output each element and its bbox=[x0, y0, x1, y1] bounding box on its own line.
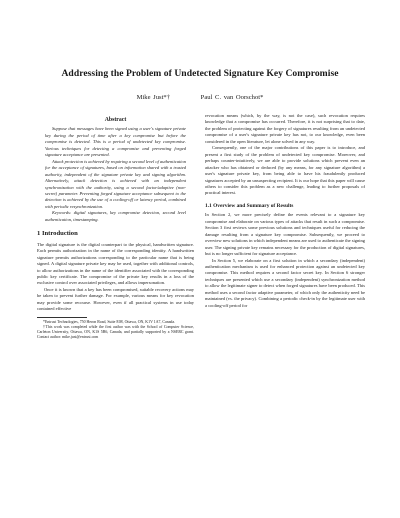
footnotes bbox=[37, 320, 194, 340]
body-paragraph: The digital signature is the digital counterpart to the physical, handwritten signature. Each permits authorization in the name of the corresponding identity. A handwritten signature permits authorizations corresponding to the particular name that is being signed. A digital signature private key may be used, together with additional controls, to allow authorizations in the name of the identifier associated with the corresponding public key certificate. The compromise of the private key results in a loss of the exclusive control over associated privileges, and allows impersonation. bbox=[37, 241, 194, 286]
body-paragraph: In Section 2, we more precisely define the events relevant to a signature key compromise and elaborate on various types of attacks that result in such a compromise. Section 3 first reviews some previous solutions and techniques useful for reducing the damage resulting from a signature key compromise. Subsequently, we proceed to overview new solutions in which independent means are used to authenticate the signing user. The signing private key remains necessary for the production of digital signatures, but is no longer sufficient for signature acceptance. bbox=[205, 212, 365, 257]
author-2: Paul C. van Oorschot* bbox=[200, 94, 264, 101]
keywords: Keywords: digital signatures, key compromise detection, second level authentication, timestamping. bbox=[45, 210, 186, 222]
abstract-heading: Abstract bbox=[104, 117, 127, 123]
body-paragraph: revocation means (which, by the way, is not the case), such revocation requires knowledge that a compromise has occurred. Therefore, it is not surprising that to date, the problem of protecting against the forgery of signatures resulting from an undetected compromise of a user's signature private key has not, to our knowledge, even been considered in the open literature, let alone solved in any way. bbox=[205, 113, 365, 144]
body-paragraph: Once it is known that a key has been compromised, suitable recovery actions may be taken to prevent further damage. For example, various means for key revocation may provide some recourse. However, even if all practical systems in use today contained effective bbox=[37, 286, 194, 312]
abstract bbox=[37, 126, 194, 223]
body-paragraph: In Section 5, we elaborate on a first solution in which a secondary (independent) authentication mechanism is used for enhanced protection against an undetected key compromise. This method requires a second factor secret key. In Section 6 stronger techniques are presented which use a secondary (independent) synchronization method to allow the legitimate signer to detect when forged signatures have been produced. This method uses a second factor adaptive parameter, of which only the authenticity need be maintained (vs. the privacy). Combining a periodic check-in by the legitimate user with a cooling-off period for bbox=[205, 257, 365, 308]
abstract-paragraph: Suppose that messages have been signed using a user's signature private key during the period of time after a key compromise but before the compromise is detected. This is a period of undetected key compromise. Various techniques for detecting a compromise and preventing forged signature acceptance are presented. bbox=[45, 126, 186, 158]
left-column bbox=[37, 113, 194, 340]
paper-title: Addressing the Problem of Undetected Signature Key Compromise bbox=[61, 68, 339, 79]
right-column bbox=[205, 113, 365, 309]
footnote: *Entrust Technologies, 750 Heron Road, Suite E08, Ottawa, ON, K1V 1A7, Canada. bbox=[43, 319, 176, 324]
subsection-heading: 1.1 Overview and Summary of Results bbox=[205, 202, 294, 209]
author-1: Mike Just*† bbox=[136, 94, 171, 101]
author-line bbox=[0, 94, 400, 101]
abstract-paragraph: Attack protection is achieved by requiring a second level of authentication for the acceptance of signatures, based on information shared with a trusted authority, independent of the signature private key and signing algorithm. Alternatively, attack detection is achieved with an independent synchronization with the authority, using a second factor/adaptive (non-secret) parameter. Preventing forged signature acceptance subsequent to the detection is achieved by the use of a cooling-off or latency period, combined with periodic resynchronization. bbox=[45, 158, 186, 209]
section-heading: 1 Introduction bbox=[37, 230, 78, 238]
footnote: †This work was completed while the first author was with the School of Computer Science, Carleton University, Ottawa, ON, K1S 5B6, Canada, and partially supported by a NSERC grant. Contact author: mike.just@entrust.com bbox=[37, 324, 194, 339]
footnote-rule bbox=[37, 317, 87, 318]
body-paragraph: Consequently, one of the major contributions of this paper is to introduce, and present a first study of the problem of undetected key compromise. Moreover, and perhaps counter-intuitively, we are able to provide solutions which prevent even an attacker who has obtained or deduced (by any means, for any signature algorithm) a user's signature private key, from being able to have his fraudulently produced signatures accepted by an unsuspecting recipient. It is our hope that this paper will cause others to consider this problem as a new challenge, leading to further proposals of practical interest. bbox=[205, 145, 365, 196]
